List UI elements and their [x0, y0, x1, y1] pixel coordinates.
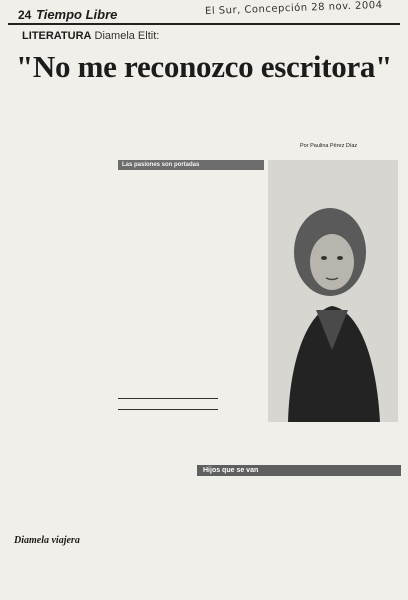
- sidebar-box: [197, 465, 401, 595]
- portrait-image: [268, 160, 398, 422]
- handwritten-note: El Sur, Concepción 28 nov. 2004: [204, 0, 383, 18]
- sidebar-box-heading: Hijos que se van: [197, 465, 401, 476]
- top-rule: [8, 23, 400, 25]
- byline: Por Paulina Pérez Díaz: [300, 143, 358, 149]
- interview-box: [118, 160, 264, 385]
- page-number: 24: [18, 8, 32, 22]
- interview-heading: Las pasiones son portadas: [118, 160, 264, 170]
- author-photo: [268, 160, 398, 422]
- pull-quote: [118, 398, 218, 410]
- kicker-name: Diamela Eltit:: [94, 30, 160, 42]
- subhead: Diamela viajera: [14, 535, 80, 546]
- headline: "No me reconozco escritora": [15, 49, 393, 84]
- section-name: Tiempo Libre: [36, 7, 118, 22]
- kicker: [22, 30, 159, 42]
- kicker-section: LITERATURA: [22, 30, 92, 42]
